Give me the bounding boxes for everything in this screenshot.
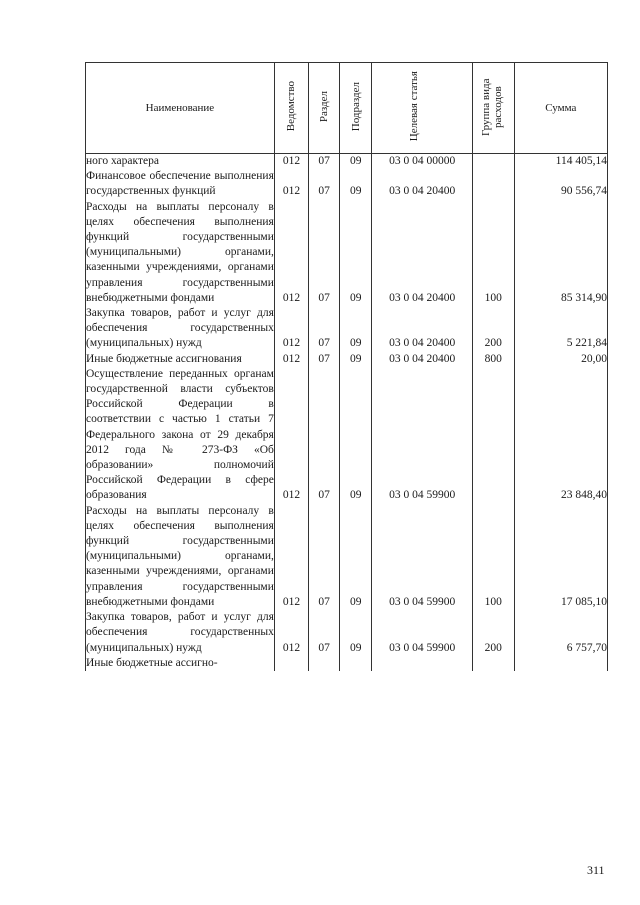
header-summa xyxy=(514,63,607,154)
header-razdel xyxy=(309,63,340,154)
cell-summa: 90 556,74 xyxy=(514,169,607,199)
cell-gruppa: 100 xyxy=(473,504,515,610)
header-celevaya-text: Целевая статья xyxy=(408,71,421,142)
cell-gruppa xyxy=(473,367,515,504)
header-celevaya xyxy=(372,63,473,154)
cell-ved: 012 xyxy=(274,352,308,367)
cell-podrazdel: 09 xyxy=(340,154,372,170)
cell-celevaya: 03 0 04 59900 xyxy=(372,504,473,610)
cell-summa: 85 314,90 xyxy=(514,200,607,306)
cell-name: Закупка товаров, работ и услуг для обеспечения государственных (муниципальных) нужд xyxy=(86,610,275,656)
cell-razdel xyxy=(309,656,340,671)
cell-podrazdel xyxy=(340,656,372,671)
cell-name: Финансовое обеспечение выполнения государственных функций xyxy=(86,169,275,199)
table-row xyxy=(86,169,608,199)
cell-summa: 114 405,14 xyxy=(514,154,607,170)
cell-podrazdel: 09 xyxy=(340,169,372,199)
table-row xyxy=(86,154,608,170)
table-row xyxy=(86,352,608,367)
cell-summa: 17 085,10 xyxy=(514,504,607,610)
cell-podrazdel: 09 xyxy=(340,200,372,306)
cell-gruppa xyxy=(473,169,515,199)
cell-name: Расходы на выплаты персоналу в целях обеспечения выполнения функций государственными (муниципальными) органами, казенными учреждениями, органами управления государственными внебюджетными фондами xyxy=(86,200,275,306)
table-body xyxy=(86,154,608,671)
cell-podrazdel: 09 xyxy=(340,504,372,610)
cell-podrazdel: 09 xyxy=(340,367,372,504)
cell-razdel: 07 xyxy=(309,200,340,306)
cell-summa: 20,00 xyxy=(514,352,607,367)
budget-table xyxy=(85,62,608,671)
cell-razdel: 07 xyxy=(309,367,340,504)
cell-name: Иные бюджетные ассигнования xyxy=(86,352,275,367)
cell-gruppa: 100 xyxy=(473,200,515,306)
cell-razdel: 07 xyxy=(309,610,340,656)
cell-name: Расходы на выплаты персоналу в целях обеспечения выполнения функций государственными (муниципальными) органами, казенными учреждениями, органами управления государственными внебюджетными фондами xyxy=(86,504,275,610)
header-razdel-text: Раздел xyxy=(318,90,331,123)
cell-ved: 012 xyxy=(274,610,308,656)
cell-gruppa xyxy=(473,154,515,170)
cell-ved xyxy=(274,656,308,671)
header-podrazdel xyxy=(340,63,372,154)
cell-name: Осуществление переданных органам государственной власти субъектов Российской Федерации в соответствии с частью 1 статьи 7 Федерального закона от 29 декабря 2012 года № 273-ФЗ «Об образовании» полномочий Российской Федерации в сфере образования xyxy=(86,367,275,504)
cell-summa: 6 757,70 xyxy=(514,610,607,656)
header-name xyxy=(86,63,275,154)
cell-celevaya: 03 0 04 00000 xyxy=(372,154,473,170)
cell-gruppa: 200 xyxy=(473,306,515,352)
table-row xyxy=(86,200,608,306)
table-header-row xyxy=(86,63,608,154)
header-gruppa xyxy=(473,63,515,154)
cell-summa: 23 848,40 xyxy=(514,367,607,504)
cell-podrazdel: 09 xyxy=(340,306,372,352)
page-number: 311 xyxy=(587,863,605,877)
cell-razdel: 07 xyxy=(309,306,340,352)
cell-ved: 012 xyxy=(274,169,308,199)
cell-ved: 012 xyxy=(274,504,308,610)
table-row xyxy=(86,610,608,656)
cell-name: Иные бюджетные ассигно- xyxy=(86,656,275,671)
table-row xyxy=(86,656,608,671)
cell-razdel: 07 xyxy=(309,504,340,610)
header-ved xyxy=(274,63,308,154)
header-gruppa-text: Группа вида расходов xyxy=(480,77,505,136)
table-row xyxy=(86,367,608,504)
cell-gruppa: 200 xyxy=(473,610,515,656)
cell-celevaya: 03 0 04 59900 xyxy=(372,367,473,504)
cell-podrazdel: 09 xyxy=(340,352,372,367)
cell-gruppa: 800 xyxy=(473,352,515,367)
table-row xyxy=(86,306,608,352)
cell-razdel: 07 xyxy=(309,169,340,199)
cell-celevaya: 03 0 04 20400 xyxy=(372,169,473,199)
cell-ved: 012 xyxy=(274,306,308,352)
cell-summa: 5 221,84 xyxy=(514,306,607,352)
cell-ved: 012 xyxy=(274,154,308,170)
header-podrazdel-text: Подраздел xyxy=(349,81,362,132)
cell-ved: 012 xyxy=(274,367,308,504)
table-row xyxy=(86,504,608,610)
cell-celevaya: 03 0 04 20400 xyxy=(372,352,473,367)
cell-name: ного характера xyxy=(86,154,275,170)
cell-podrazdel: 09 xyxy=(340,610,372,656)
header-summa-text: Сумма xyxy=(545,102,577,114)
cell-celevaya: 03 0 04 20400 xyxy=(372,306,473,352)
cell-celevaya: 03 0 04 59900 xyxy=(372,610,473,656)
header-name-text: Наименование xyxy=(145,102,215,114)
cell-gruppa xyxy=(473,656,515,671)
cell-ved: 012 xyxy=(274,200,308,306)
cell-name: Закупка товаров, работ и услуг для обеспечения государственных (муниципальных) нужд xyxy=(86,306,275,352)
cell-celevaya: 03 0 04 20400 xyxy=(372,200,473,306)
header-ved-text: Ведомство xyxy=(285,81,298,132)
cell-razdel: 07 xyxy=(309,154,340,170)
cell-summa xyxy=(514,656,607,671)
cell-celevaya xyxy=(372,656,473,671)
cell-razdel: 07 xyxy=(309,352,340,367)
